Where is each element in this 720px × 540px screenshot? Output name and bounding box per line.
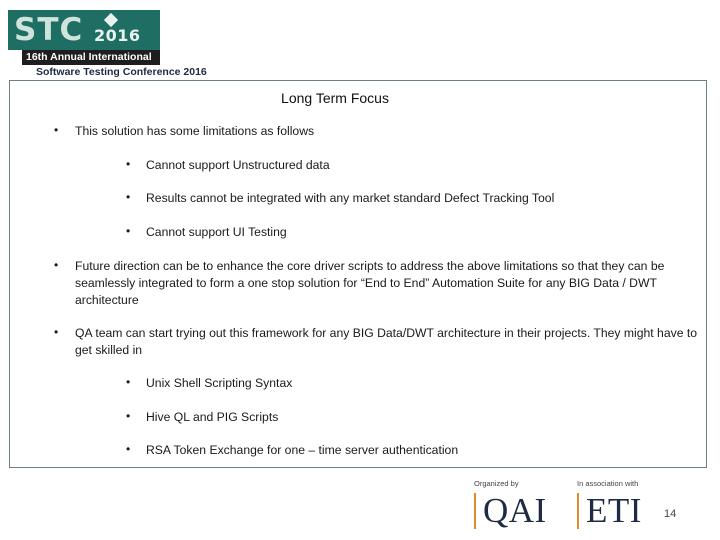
point-limitations: This solution has some limitations as follows bbox=[75, 124, 315, 138]
bullet-icon: • bbox=[126, 224, 131, 238]
logo-stc-text: STC bbox=[14, 12, 84, 48]
bullet-icon: • bbox=[54, 325, 59, 339]
accent-divider bbox=[474, 493, 476, 529]
limitation-item: Cannot support Unstructured data bbox=[146, 158, 330, 172]
association-label: In association with bbox=[577, 479, 639, 488]
skill-item: Hive QL and PIG Scripts bbox=[146, 410, 279, 424]
limitation-item: Results cannot be integrated with any market standard Defect Tracking Tool bbox=[146, 191, 555, 205]
bullet-icon: • bbox=[54, 258, 59, 272]
logo-subtitle: Software Testing Conference 2016 bbox=[36, 66, 207, 78]
bullet-icon: • bbox=[126, 375, 131, 389]
logo-top-block bbox=[8, 10, 160, 50]
bullet-icon: • bbox=[126, 409, 131, 423]
content-frame bbox=[9, 80, 707, 468]
stc-logo bbox=[8, 10, 232, 78]
skill-item: RSA Token Exchange for one – time server authentication bbox=[146, 443, 459, 457]
limitation-item: Cannot support UI Testing bbox=[146, 225, 287, 239]
logo-band: 16th Annual International bbox=[22, 50, 160, 65]
bullet-icon: • bbox=[54, 123, 59, 137]
logo-diamond-icon bbox=[104, 13, 118, 27]
point-future-direction: Future direction can be to enhance the core driver scripts to address the above limitations so that they can be seamlessly integrated to form a one stop solution for “End to End” Automation Suite for any BIG Data / DWT architecture bbox=[75, 259, 665, 307]
page-number: 14 bbox=[664, 508, 677, 520]
organized-by-label: Organized by bbox=[474, 479, 519, 488]
bullet-icon: • bbox=[126, 442, 131, 456]
logo-year-text: 2016 bbox=[94, 26, 141, 45]
bullet-icon: • bbox=[126, 190, 131, 204]
point-qa-team: QA team can start trying out this framework for any BIG Data/DWT architecture in their projects. They might have to get skilled in bbox=[75, 326, 698, 357]
qai-logo: QAI bbox=[483, 491, 547, 530]
bullet-icon: • bbox=[126, 157, 131, 171]
eti-logo: ETI bbox=[586, 491, 642, 530]
slide-title: Long Term Focus bbox=[281, 90, 389, 106]
skill-item: Unix Shell Scripting Syntax bbox=[146, 376, 293, 390]
accent-divider bbox=[577, 493, 579, 529]
